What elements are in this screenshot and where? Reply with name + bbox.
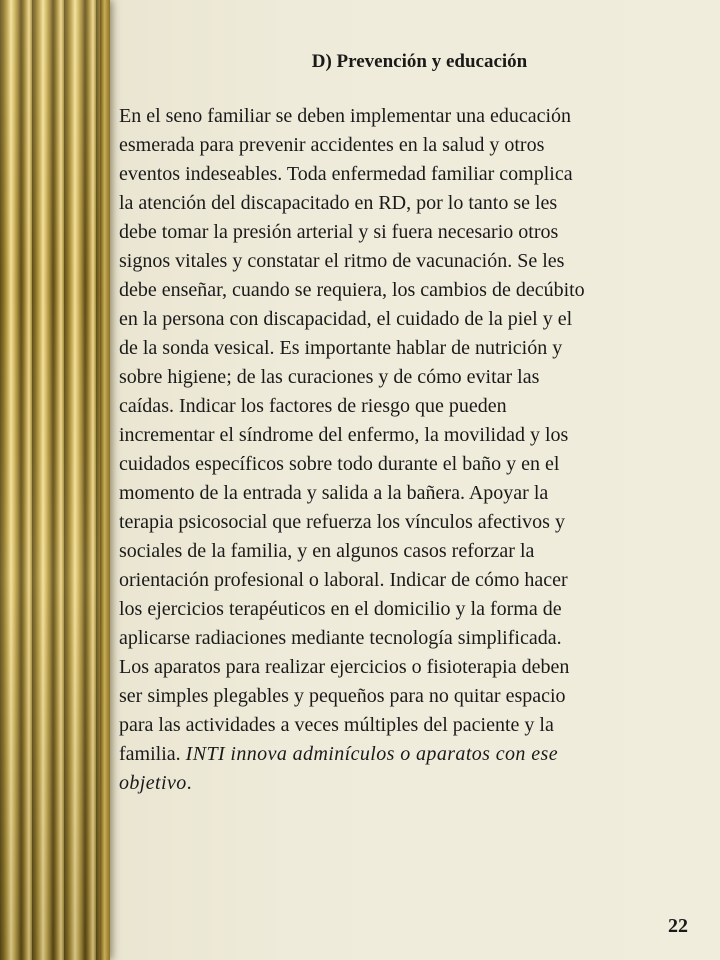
page-number: 22 [668, 915, 688, 937]
paragraph-text: En el seno familiar se deben implementar una educación esmerada para prevenir accidentes en la salud y otros eventos indeseables. Toda enfermedad familiar complica la atención del discapacitado en RD, por lo tanto se les debe tomar la presión arterial y si fuera necesario otros signos vitales y constatar el ritmo de vacunación. Se les debe enseñar, cuando se requiera, los cambios de decúbito en la persona con discapacidad, el cuidado de la piel y el de la sonda vesical. Es importante hablar de nutrición y sobre higiene; de las curaciones y de cómo evitar las caídas. Indicar los factores de riesgo que pueden incrementar el síndrome del enfermo, la movilidad y los cuidados específicos sobre todo durante el baño y en el momento de la entrada y salida a la bañera. Apoyar la terapia psicosocial que refuerza los vínculos afectivos y sociales de la familia, y en algunos casos reforzar la orientación profesional o laboral. Indicar de cómo hacer los ejercicios terapéuticos en el domicilio y la forma de aplicarse radiaciones mediante tecnología simplificada. Los aparatos para realizar ejercicios o fisioterapia deben ser simples plegables y pequeños para no quitar espacio para las actividades a veces múltiples del paciente y la familia. [119, 105, 585, 765]
curtain-edge [100, 0, 110, 960]
italic-tail: INTI innova adminículos o aparatos con ese objetivo [119, 743, 558, 794]
section-title: D) Prevención y educación [311, 51, 528, 72]
curtain-sheen [0, 0, 108, 960]
document-content [119, 48, 694, 798]
body-paragraph [119, 102, 694, 798]
closing-period: . [186, 772, 192, 794]
